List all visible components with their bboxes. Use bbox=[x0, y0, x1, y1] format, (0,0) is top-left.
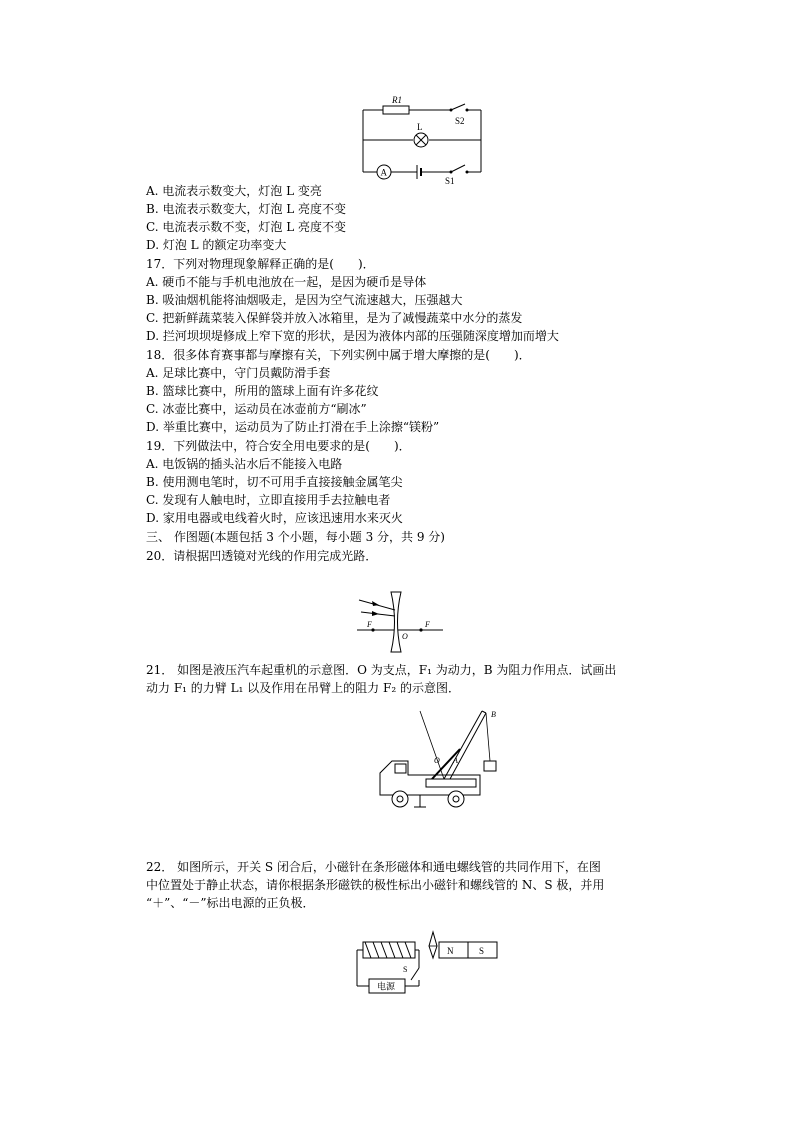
q19-option-c: C. 发现有人触电时，立即直接用手去拉触电者 bbox=[146, 493, 391, 507]
svg-text:A: A bbox=[380, 167, 387, 178]
svg-text:B: B bbox=[491, 710, 496, 719]
q18-option-c: C. 冰壶比赛中，运动员在冰壶前方“刷冰” bbox=[146, 402, 367, 416]
svg-text:S2: S2 bbox=[455, 116, 465, 126]
q21-line-1: 21． 如图是液压汽车起重机的示意图．O 为支点，F₁ 为动力，B 为阻力作用点．试画出 bbox=[146, 663, 617, 677]
svg-text:O: O bbox=[434, 756, 440, 765]
svg-text:S: S bbox=[479, 946, 485, 956]
truck-icon bbox=[380, 761, 480, 807]
svg-text:S1: S1 bbox=[445, 176, 455, 186]
q17-stem: 17．下列对物理现象解释正确的是( )． bbox=[146, 257, 375, 271]
svg-text:O: O bbox=[402, 632, 408, 641]
svg-text:电源: 电源 bbox=[377, 981, 396, 992]
power-source-box bbox=[369, 979, 405, 993]
q19-option-a: A. 电饭锅的插头沾水后不能接入电路 bbox=[146, 457, 343, 471]
q17-option-c: C. 把新鲜蔬菜装入保鲜袋并放入冰箱里，是为了减慢蔬菜中水分的蒸发 bbox=[146, 311, 523, 325]
q16-option-d: D. 灯泡 L 的额定功率变大 bbox=[146, 238, 287, 252]
q16-option-a: A. 电流表示数变大，灯泡 L 变亮 bbox=[146, 184, 322, 198]
q18-option-b: B. 篮球比赛中，所用的篮球上面有许多花纹 bbox=[146, 384, 379, 398]
q16-option-b: B. 电流表示数变大，灯泡 L 亮度不变 bbox=[146, 202, 347, 216]
q20-stem: 20．请根据凹透镜对光线的作用完成光路． bbox=[146, 549, 378, 563]
svg-text:L: L bbox=[417, 122, 423, 132]
svg-text:N: N bbox=[447, 946, 454, 956]
q22-line-2: 中位置处于静止状态，请你根据条形磁铁的极性标出小磁针和螺线管的 N、S 极，并用 bbox=[146, 878, 605, 892]
crane-diagram bbox=[370, 703, 512, 819]
q17-option-a: A. 硬币不能与手机电池放在一起，是因为硬币是导体 bbox=[146, 275, 427, 289]
compass-needle-icon bbox=[429, 932, 437, 958]
section-heading: 三、 作图题(本题包括 3 个小题，每小题 3 分，共 9 分) bbox=[146, 530, 445, 544]
circuit-diagram bbox=[355, 94, 495, 186]
svg-text:F: F bbox=[367, 620, 372, 629]
q22-line-3: “＋”、“－”标出电源的正负极． bbox=[146, 896, 315, 910]
q19-stem: 19．下列做法中，符合安全用电要求的是( )． bbox=[146, 439, 411, 453]
q21-line-2: 动力 F₁ 的力臂 L₁ 以及作用在吊臂上的阻力 F₂ 的示意图． bbox=[146, 681, 460, 695]
q22-line-1: 22． 如图所示，开关 S 闭合后，小磁针在条形磁体和通电螺线管的共同作用下，在图 bbox=[146, 860, 601, 874]
concave-lens-diagram bbox=[355, 588, 445, 656]
q18-option-a: A. 足球比赛中，守门员戴防滑手套 bbox=[146, 366, 331, 380]
q18-stem: 18．很多体育赛事都与摩擦有关，下列实例中属于增大摩擦的是( )． bbox=[146, 348, 531, 362]
battery-icon bbox=[417, 165, 421, 179]
switch-s bbox=[411, 968, 419, 980]
q18-option-d: D. 举重比赛中，运动员为了防止打滑在手上涂擦“镁粉” bbox=[146, 420, 440, 434]
bar-magnet-icon bbox=[439, 942, 497, 958]
svg-text:S: S bbox=[403, 965, 408, 974]
q16-option-c: C. 电流表示数不变，灯泡 L 亮度不变 bbox=[146, 220, 346, 234]
svg-text:A: A bbox=[453, 756, 458, 765]
load-box bbox=[484, 761, 496, 771]
solenoid-magnet-diagram bbox=[355, 914, 505, 996]
svg-text:R1: R1 bbox=[392, 95, 402, 105]
switch-s2 bbox=[451, 104, 465, 110]
concave-lens-icon bbox=[391, 592, 401, 652]
q17-option-b: B. 吸油烟机能将油烟吸走，是因为空气流速越大，压强越大 bbox=[146, 293, 463, 307]
ammeter-icon bbox=[377, 165, 391, 179]
rheostat-r1 bbox=[383, 106, 409, 114]
switch-s1 bbox=[451, 165, 465, 172]
solenoid-icon bbox=[363, 942, 415, 958]
crane-boom bbox=[420, 711, 496, 779]
q19-option-b: B. 使用测电笔时，切不可用手直接接触金属笔尖 bbox=[146, 475, 403, 489]
svg-text:F: F bbox=[425, 620, 430, 629]
q17-option-d: D. 拦河坝坝堤修成上窄下宽的形状，是因为液体内部的压强随深度增加而增大 bbox=[146, 329, 559, 343]
lamp-icon bbox=[414, 133, 428, 147]
q19-option-d: D. 家用电器或电线着火时，应该迅速用水来灭火 bbox=[146, 511, 403, 525]
